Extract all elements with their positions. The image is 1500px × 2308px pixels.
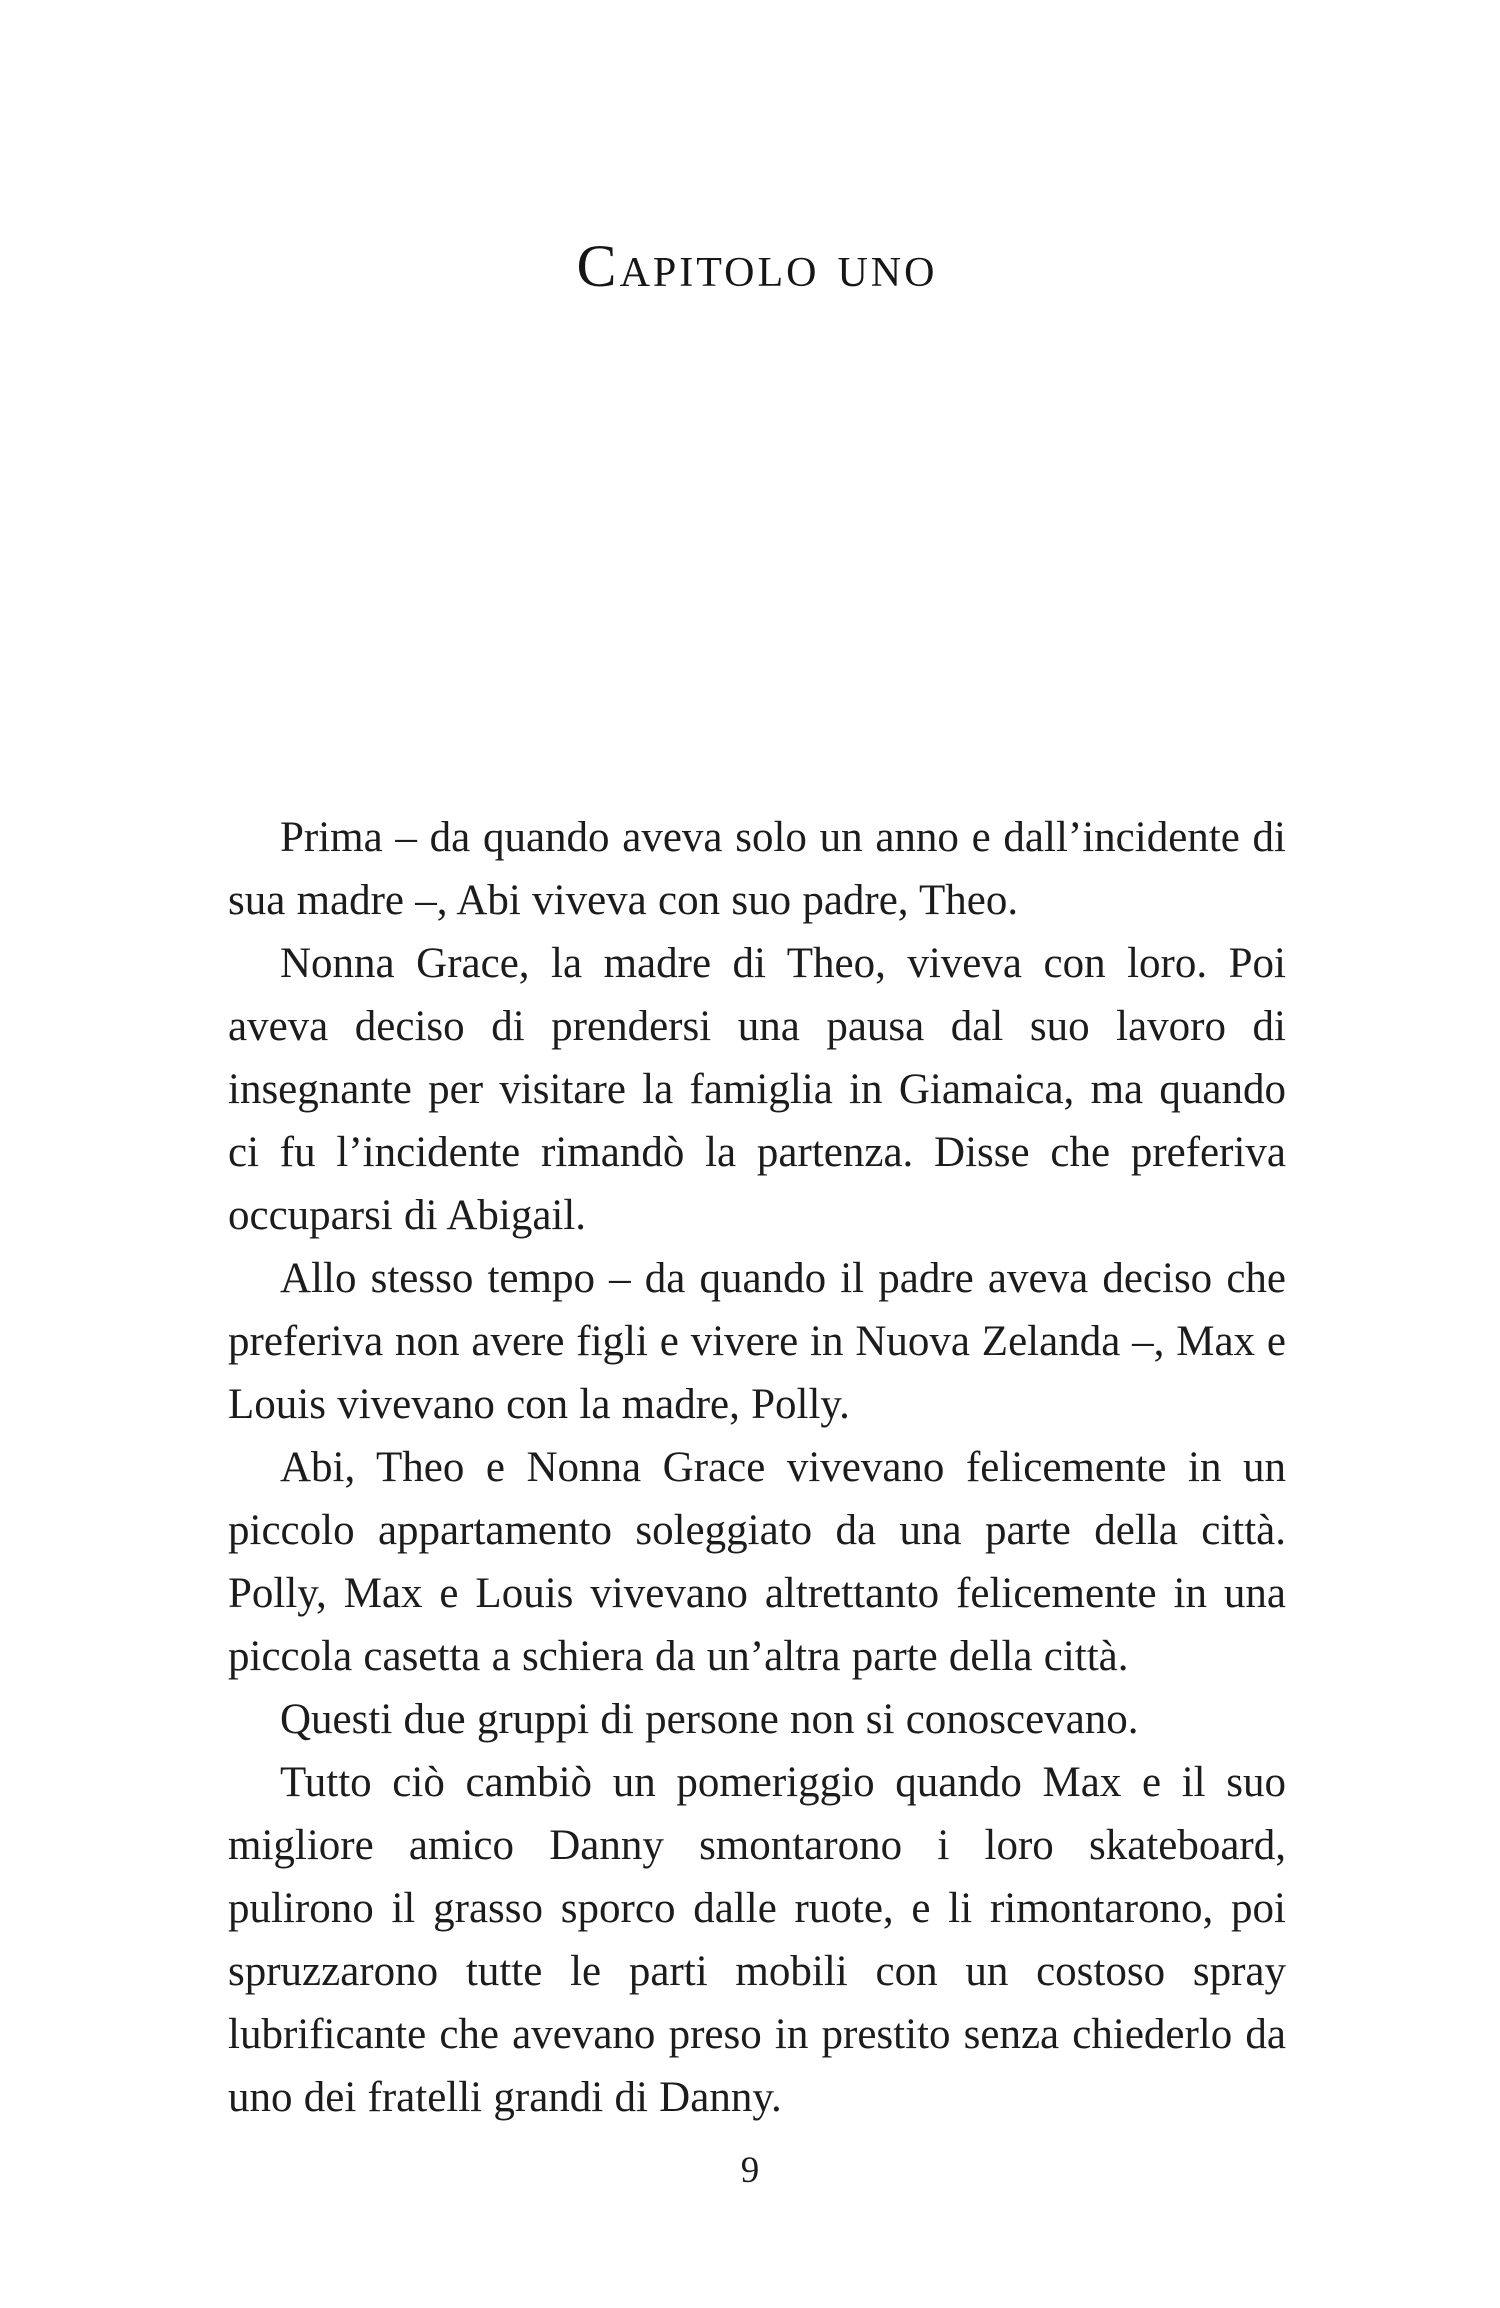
paragraph: Allo stesso tempo – da quando il padre aveva deciso che preferiva non avere figli e vivere in Nuova Zelanda –, Max e Louis vivevano con la madre, Polly. [228,1255,1286,1428]
paragraph: Questi due gruppi di persone non si conoscevano. [280,1696,1139,1743]
body-text [228,806,1286,2129]
page-number: 9 [740,2150,760,2191]
paragraph: Nonna Grace, la madre di Theo, viveva con loro. Poi aveva deciso di prendersi una pausa dal suo lavoro di insegnante per visitare la famiglia in Giamaica, ma quando ci fu l’incidente rimandò la partenza. Disse che preferiva occuparsi di Abigail. [228,940,1286,1239]
paragraph: Tutto ciò cambiò un pomeriggio quando Max e il suo migliore amico Danny smontarono i loro skateboard, pulirono il grasso sporco dalle ruote, e li rimontarono, poi spruzzarono tutte le parti mobili con un costoso spray lubrificante che avevano preso in prestito senza chiederlo da uno dei fratelli grandi di Danny. [228,1759,1286,2121]
paragraph: Abi, Theo e Nonna Grace vivevano felicemente in un piccolo appartamento soleggiato da una parte della città. Polly, Max e Louis vivevano altrettanto felicemente in una piccola casetta a schiera da un’altra parte della città. [228,1444,1286,1680]
paragraph: Prima – da quando aveva solo un anno e dall’incidente di sua madre –, Abi viveva con suo padre, Theo. [228,814,1286,924]
chapter-title: Capitolo uno [576,233,938,299]
